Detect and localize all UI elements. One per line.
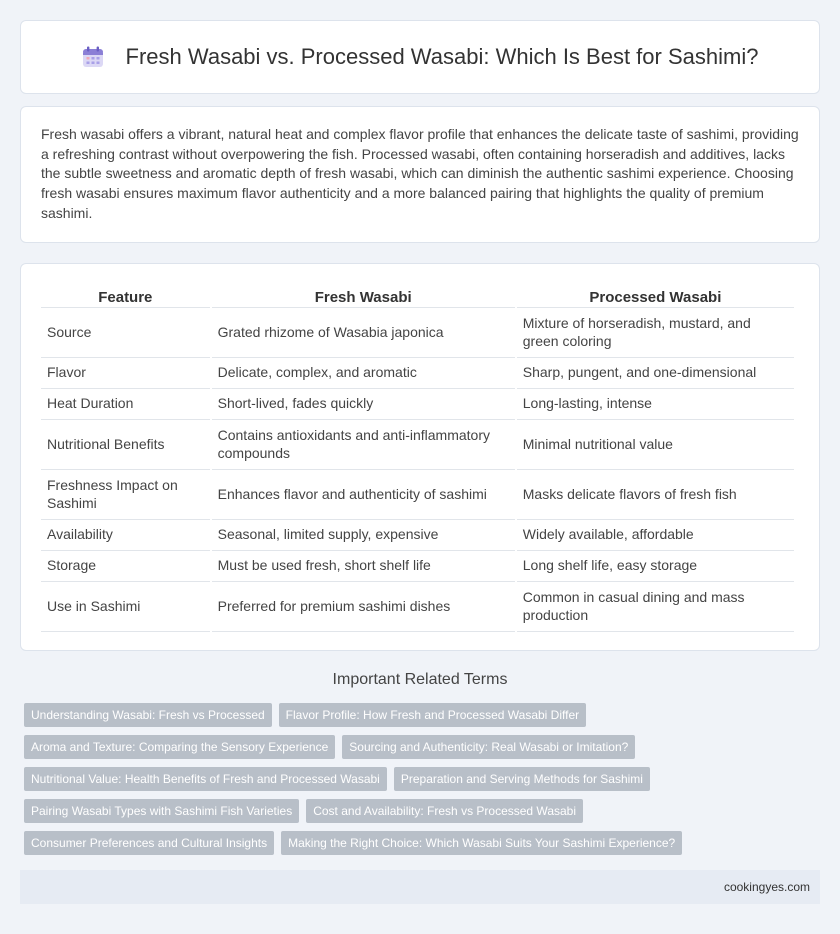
header-card — [20, 20, 820, 94]
table-cell: Freshness Impact on Sashimi — [41, 470, 210, 520]
related-terms-heading: Important Related Terms — [332, 671, 508, 688]
footer-site-link[interactable]: cookingyes.com — [723, 880, 810, 894]
related-tags-row — [24, 767, 650, 791]
table-row — [41, 582, 794, 632]
table-cell: Availability — [41, 520, 210, 551]
table-cell: Long-lasting, intense — [517, 389, 794, 420]
table-cell: Flavor — [41, 358, 210, 389]
column-header-processed: Processed Wasabi — [517, 284, 794, 308]
related-tag[interactable]: Pairing Wasabi Types with Sashimi Fish Varieties — [24, 799, 299, 823]
related-tags-row — [24, 831, 682, 855]
table-row — [41, 389, 794, 420]
related-tags-row — [24, 799, 583, 823]
table-cell: Seasonal, limited supply, expensive — [212, 520, 515, 551]
related-tag[interactable]: Preparation and Serving Methods for Sashimi — [394, 767, 650, 791]
table-cell: Preferred for premium sashimi dishes — [212, 582, 515, 632]
table-cell: Mixture of horseradish, mustard, and green coloring — [517, 308, 794, 358]
page-title: Fresh Wasabi vs. Processed Wasabi: Which Is Best for Sashimi? — [125, 44, 759, 69]
table-cell: Must be used fresh, short shelf life — [212, 551, 515, 582]
related-tag[interactable]: Understanding Wasabi: Fresh vs Processed — [24, 703, 272, 727]
table-cell: Sharp, pungent, and one-dimensional — [517, 358, 794, 389]
table-cell: Short-lived, fades quickly — [212, 389, 515, 420]
table-cell: Source — [41, 308, 210, 358]
related-tag[interactable]: Nutritional Value: Health Benefits of Fresh and Processed Wasabi — [24, 767, 387, 791]
table-header-row — [41, 284, 794, 308]
table-cell: Heat Duration — [41, 389, 210, 420]
column-header-feature: Feature — [41, 284, 210, 308]
table-cell: Long shelf life, easy storage — [517, 551, 794, 582]
table-cell: Grated rhizome of Wasabia japonica — [212, 308, 515, 358]
comparison-table-card — [20, 263, 820, 651]
related-tag[interactable]: Cost and Availability: Fresh vs Processed Wasabi — [306, 799, 583, 823]
table-row — [41, 420, 794, 470]
related-tags-row — [24, 703, 586, 727]
comparison-table — [39, 284, 796, 632]
related-tag[interactable]: Making the Right Choice: Which Wasabi Suits Your Sashimi Experience? — [281, 831, 682, 855]
table-cell: Delicate, complex, and aromatic — [212, 358, 515, 389]
table-cell: Storage — [41, 551, 210, 582]
table-row — [41, 308, 794, 358]
table-row — [41, 470, 794, 520]
table-cell: Masks delicate flavors of fresh fish — [517, 470, 794, 520]
table-cell: Nutritional Benefits — [41, 420, 210, 470]
related-tag[interactable]: Aroma and Texture: Comparing the Sensory Experience — [24, 735, 335, 759]
related-tag[interactable]: Sourcing and Authenticity: Real Wasabi or Imitation? — [342, 735, 635, 759]
table-cell: Contains antioxidants and anti-inflammatory compounds — [212, 420, 515, 470]
table-cell: Enhances flavor and authenticity of sashimi — [212, 470, 515, 520]
table-row — [41, 520, 794, 551]
footer — [20, 870, 820, 904]
table-row — [41, 358, 794, 389]
table-cell: Minimal nutritional value — [517, 420, 794, 470]
table-cell: Widely available, affordable — [517, 520, 794, 551]
table-row — [41, 551, 794, 582]
table-cell: Common in casual dining and mass production — [517, 582, 794, 632]
related-tags-row — [24, 735, 635, 759]
calendar-icon — [82, 46, 104, 68]
related-tag[interactable]: Flavor Profile: How Fresh and Processed Wasabi Differ — [279, 703, 586, 727]
column-header-fresh: Fresh Wasabi — [212, 284, 515, 308]
table-cell: Use in Sashimi — [41, 582, 210, 632]
related-tag[interactable]: Consumer Preferences and Cultural Insights — [24, 831, 274, 855]
intro-card — [20, 106, 820, 243]
intro-paragraph: Fresh wasabi offers a vibrant, natural heat and complex flavor profile that enhances the delicate taste of sashimi, providing a refreshing contrast without overpowering the fish. Processed wasabi, often containing horseradish and additives, lacks the subtle sweetness and aromatic depth of fresh wasabi, which can diminish the authentic sashimi experience. Choosing fresh wasabi ensures maximum flavor authenticity and a more balanced pairing that highlights the quality of premium sashimi. — [41, 126, 799, 221]
